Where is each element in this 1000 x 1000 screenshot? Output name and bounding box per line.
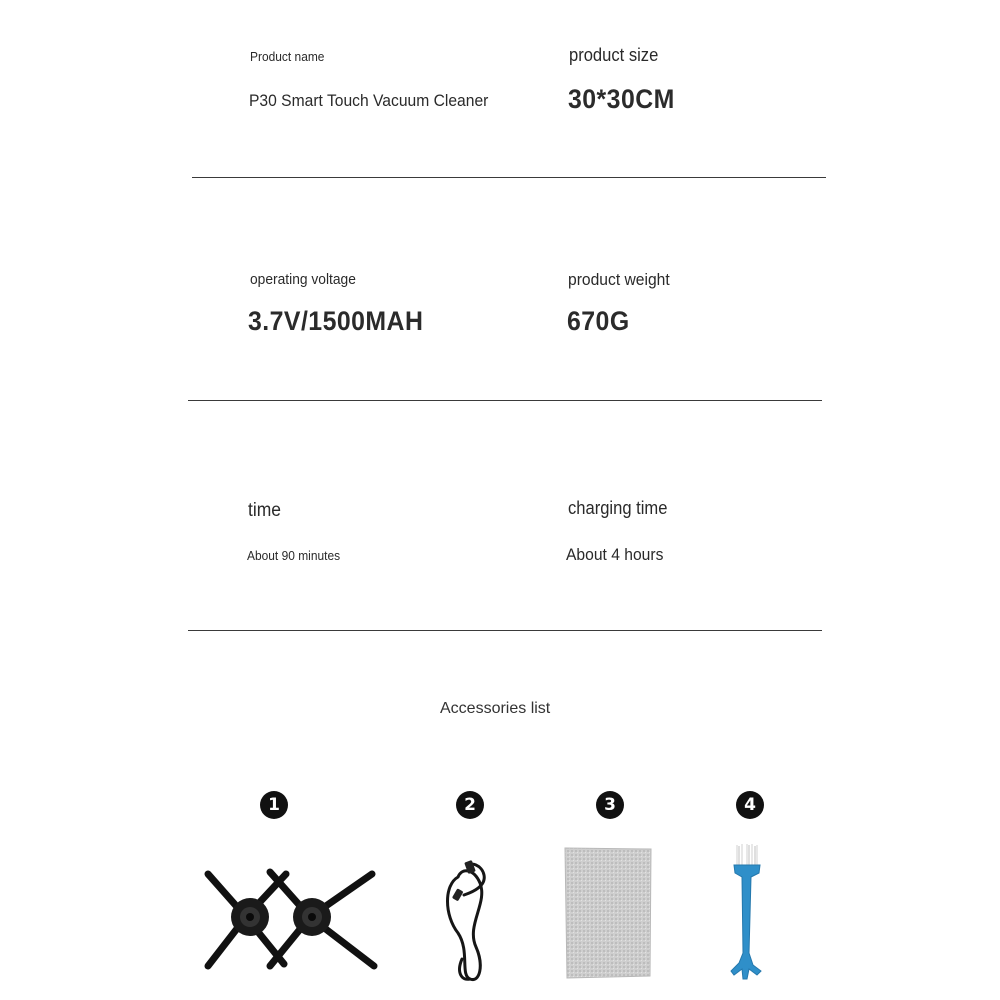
spec-value-charging-time: About 4 hours	[566, 545, 664, 564]
spec-label-time: time	[248, 500, 282, 521]
accessory-number-3: 3	[596, 791, 624, 819]
spec-value-product-name: P30 Smart Touch Vacuum Cleaner	[249, 91, 489, 110]
spec-label-operating-voltage: operating voltage	[250, 271, 356, 288]
spec-value-time: About 90 minutes	[247, 548, 341, 563]
usb-cable-icon	[440, 855, 496, 985]
spec-label-charging-time: charging time	[568, 498, 668, 518]
accessory-number-4: 4	[736, 791, 764, 819]
accessory-number-2: 2	[456, 791, 484, 819]
spec-label-product-size: product size	[569, 45, 659, 65]
spec-label-product-name: Product name	[250, 49, 325, 64]
spec-label-product-weight: product weight	[568, 270, 670, 289]
accessory-number-1: 1	[260, 791, 288, 819]
cleaning-brush-icon	[725, 843, 769, 983]
divider-3	[188, 630, 822, 631]
mop-cloth-icon	[563, 846, 653, 980]
spec-value-operating-voltage: 3.7V/1500MAH	[248, 306, 424, 336]
spec-value-product-size: 30*30CM	[568, 84, 675, 114]
divider-1	[192, 177, 826, 178]
accessories-title: Accessories list	[440, 700, 551, 717]
divider-2	[188, 400, 822, 401]
side-brush-pair-icon	[198, 862, 382, 976]
spec-value-product-weight: 670G	[567, 306, 630, 336]
